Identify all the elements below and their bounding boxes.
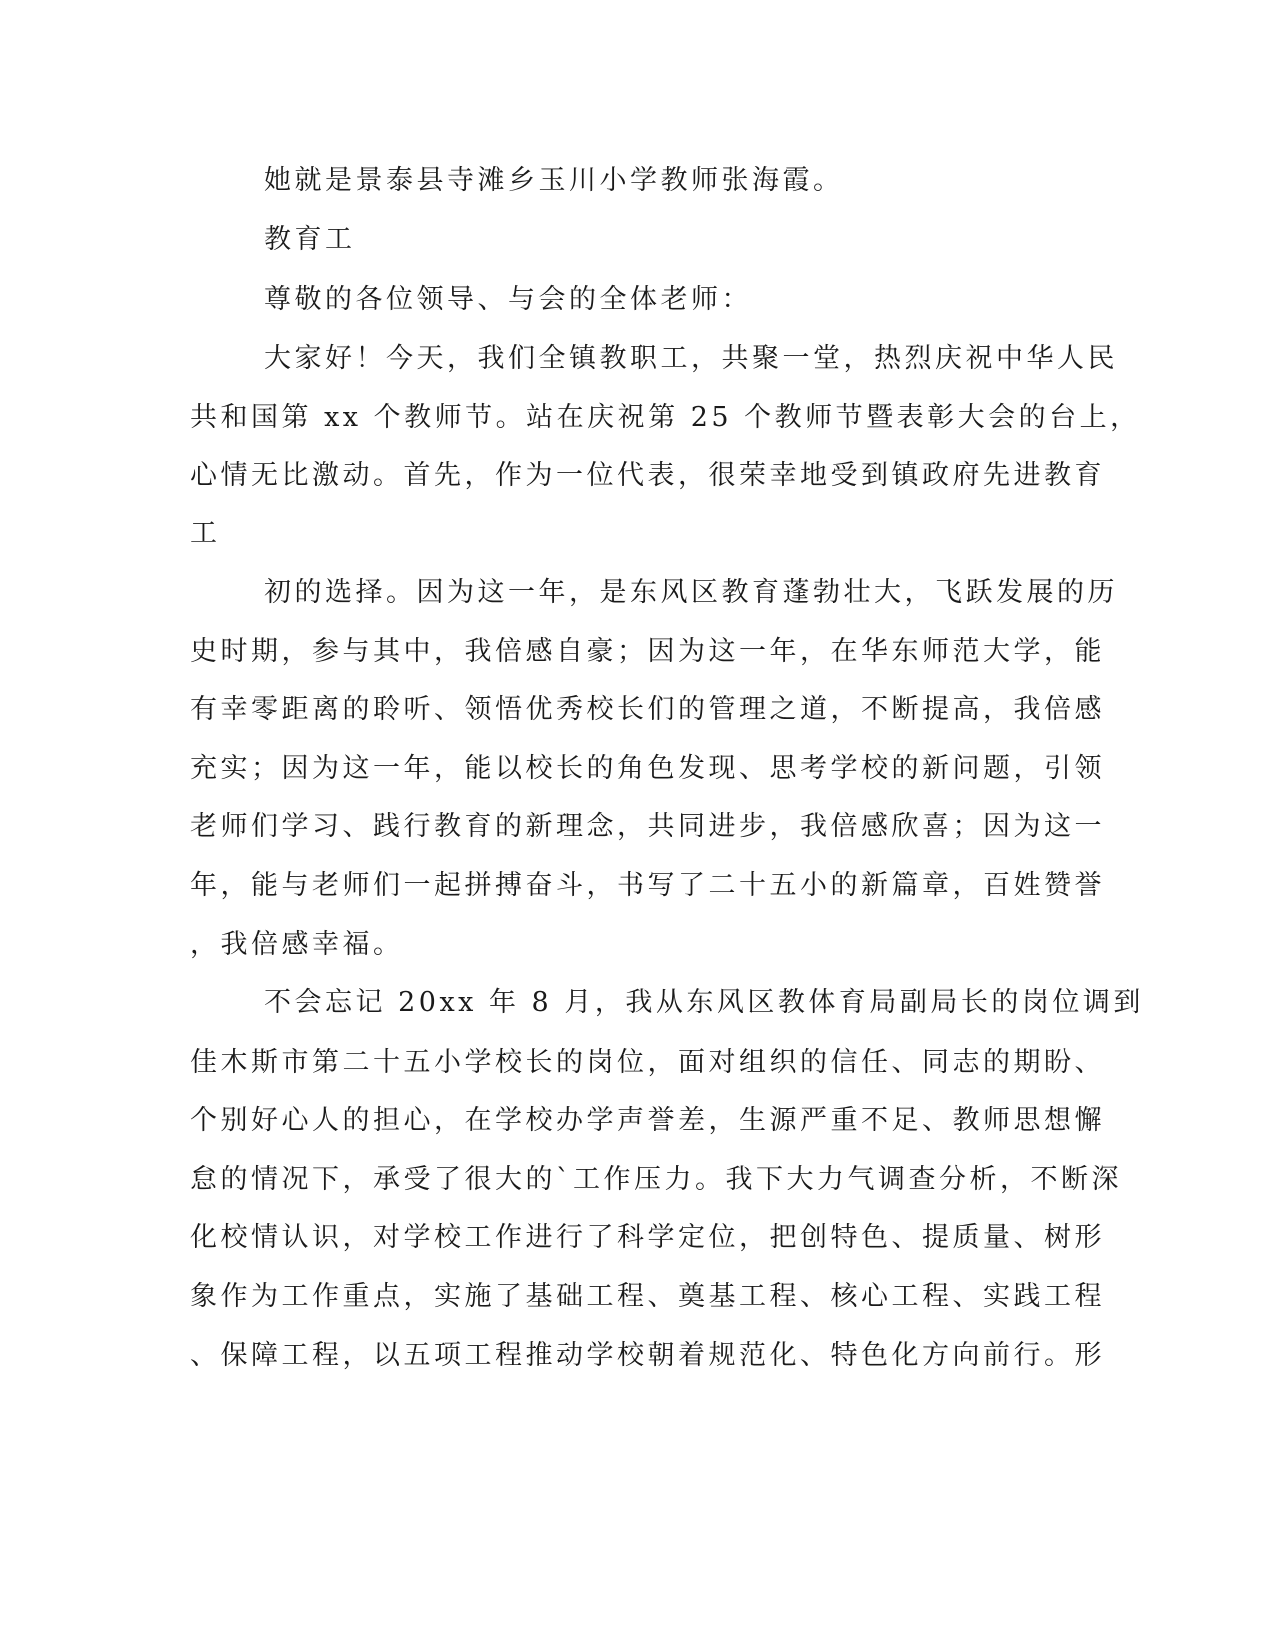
text-line: 怠的情况下，承受了很大的`工作压力。我下大力气调查分析，不断深 [190,1164,1122,1195]
text-line: 有幸零距离的聆听、领悟优秀校长们的管理之道，不断提高，我倍感 [190,694,1105,725]
text-line: 不会忘记 20xx 年 8 月，我从东风区教体育局副局长的岗位调到 [264,987,1144,1018]
text-line: ，我倍感幸福。 [190,929,404,960]
text-line: 工 [190,518,221,549]
text-line: 充实；因为这一年，能以校长的角色发现、思考学校的新问题，引领 [190,753,1105,784]
text-line: 教育工 [264,224,356,255]
text-line: 老师们学习、践行教育的新理念，共同进步，我倍感欣喜；因为这一 [190,811,1105,842]
text-line: 大家好！今天，我们全镇教职工，共聚一堂，热烈庆祝中华人民 [264,343,1118,374]
text-line: 年，能与老师们一起拼搏奋斗，书写了二十五小的新篇章，百姓赞誉 [190,870,1105,901]
text-line: 佳木斯市第二十五小学校长的岗位，面对组织的信任、同志的期盼、 [190,1047,1105,1078]
text-line: 史时期，参与其中，我倍感自豪；因为这一年，在华东师范大学，能 [190,636,1105,667]
text-line: 她就是景泰县寺滩乡玉川小学教师张海霞。 [264,165,844,196]
text-line: 心情无比激动。首先，作为一位代表，很荣幸地受到镇政府先进教育 [190,460,1105,491]
text-line: 象作为工作重点，实施了基础工程、奠基工程、核心工程、实践工程 [190,1281,1105,1312]
text-line: 、保障工程，以五项工程推动学校朝着规范化、特色化方向前行。形 [190,1340,1105,1371]
text-line: 尊敬的各位领导、与会的全体老师： [264,284,752,315]
text-line: 共和国第 xx 个教师节。站在庆祝第 25 个教师节暨表彰大会的台上， [190,402,1141,433]
text-line: 初的选择。因为这一年，是东风区教育蓬勃壮大，飞跃发展的历 [264,577,1118,608]
text-line: 化校情认识，对学校工作进行了科学定位，把创特色、提质量、树形 [190,1222,1105,1253]
text-line: 个别好心人的担心，在学校办学声誉差，生源严重不足、教师思想懈 [190,1105,1105,1136]
